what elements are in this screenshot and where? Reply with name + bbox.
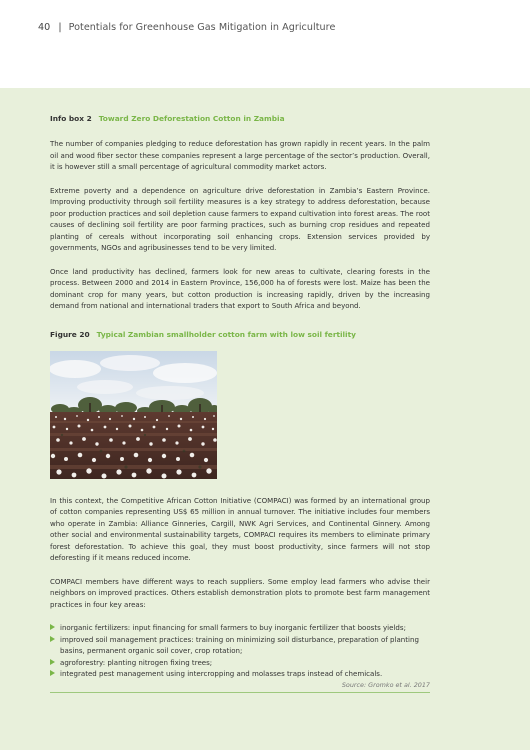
practice-list (50, 622, 430, 680)
list-item (50, 657, 430, 669)
figure-title: Typical Zambian smallholder cotton farm with low soil fertility (96, 329, 356, 339)
bullet-arrow-icon (50, 624, 55, 630)
bullet-arrow-icon (50, 659, 55, 665)
cotton-farm-photo (50, 351, 217, 479)
paragraph-3: Once land productivity has declined, farmers look for new areas to cultivate, clearing forests in the process. Between 2000 and 2014 in Eastern Province, 156,000 ha of forests were lost. Maize has been the dominant crop for many years, but cotton production is increasing rapidly, driven by the increasing demand from national and international traders that export to South Africa and beyond. (50, 266, 430, 310)
list-item-text: agroforestry: planting nitrogen fixing trees; (60, 657, 213, 667)
figure-label: Figure 20 (50, 329, 90, 339)
paragraph-1: The number of companies pledging to reduce deforestation has grown rapidly in recent years. In the palm oil and wood fiber sector these companies represent a large percentage of the sector’s production. Overall, it is however still a small percentage of agricultural commodity market actors. (50, 139, 430, 171)
list-item (50, 622, 430, 634)
header-separator: | (58, 22, 62, 33)
page-header (0, 0, 530, 88)
info-box-label: Info box 2 (50, 114, 92, 123)
info-box-bottom-rule (50, 692, 430, 693)
figure-caption (50, 330, 430, 339)
info-box-caption (50, 114, 430, 123)
paragraph-5: COMPACI members have different ways to reach suppliers. Some employ lead farmers who advise their neighbors on improved practices. Others establish demonstration plots to promote best farm management practices in four key areas: (50, 576, 430, 609)
list-item-text: integrated pest management using intercropping and molasses traps instead of chemicals. (60, 669, 383, 678)
running-title: Potentials for Greenhouse Gas Mitigation in Agriculture (68, 22, 336, 33)
list-item-text: improved soil management practices: training on minimizing soil disturbance, preparation of planting basins, permanent organic soil cover, crop rotation; (60, 634, 419, 655)
source-citation: Source: Gromko et al. 2017 (341, 680, 430, 689)
info-box-title: Toward Zero Deforestation Cotton in Zambia (98, 114, 285, 123)
list-item (50, 634, 430, 657)
paragraph-2: Extreme poverty and a dependence on agriculture drive deforestation in Zambia’s Eastern Province. Improving productivity through soil fertility measures is a key strategy to address deforestation, because poor production practices and soil depletion cause farmers to expand cultivation into forest areas. The root causes of declining soil fertility are poor farming practices, such as burning crop residues and repeated planting of cereals without incorporating soil enhancing crops. Extension services provided by governments, NGOs and agribusinesses tend to be very limited. (50, 185, 430, 252)
bullet-arrow-icon (50, 636, 55, 642)
list-item (50, 668, 430, 680)
running-header (38, 22, 335, 33)
list-item-text: inorganic fertilizers: input financing for small farmers to buy inorganic fertilizer that boosts yields; (60, 623, 406, 632)
page-number: 40 (38, 22, 51, 33)
info-box-content (50, 114, 430, 693)
paragraph-4: In this context, the Competitive African Cotton Initiative (COMPACI) was formed by an international group of cotton companies representing US$ 65 million in annual turnover. The initiative includes four members who operate in Zambia: Alliance Ginneries, Cargill, NWK Agri Services, and Continental Ginnery. Among other social and environmental sustainability targets, COMPACI requires its members to eliminate primary forest deforestation. To achieve this goal, they must boost productivity, since farmers will not stop deforesting if it means reduced income. (50, 495, 430, 562)
bullet-arrow-icon (50, 670, 55, 676)
